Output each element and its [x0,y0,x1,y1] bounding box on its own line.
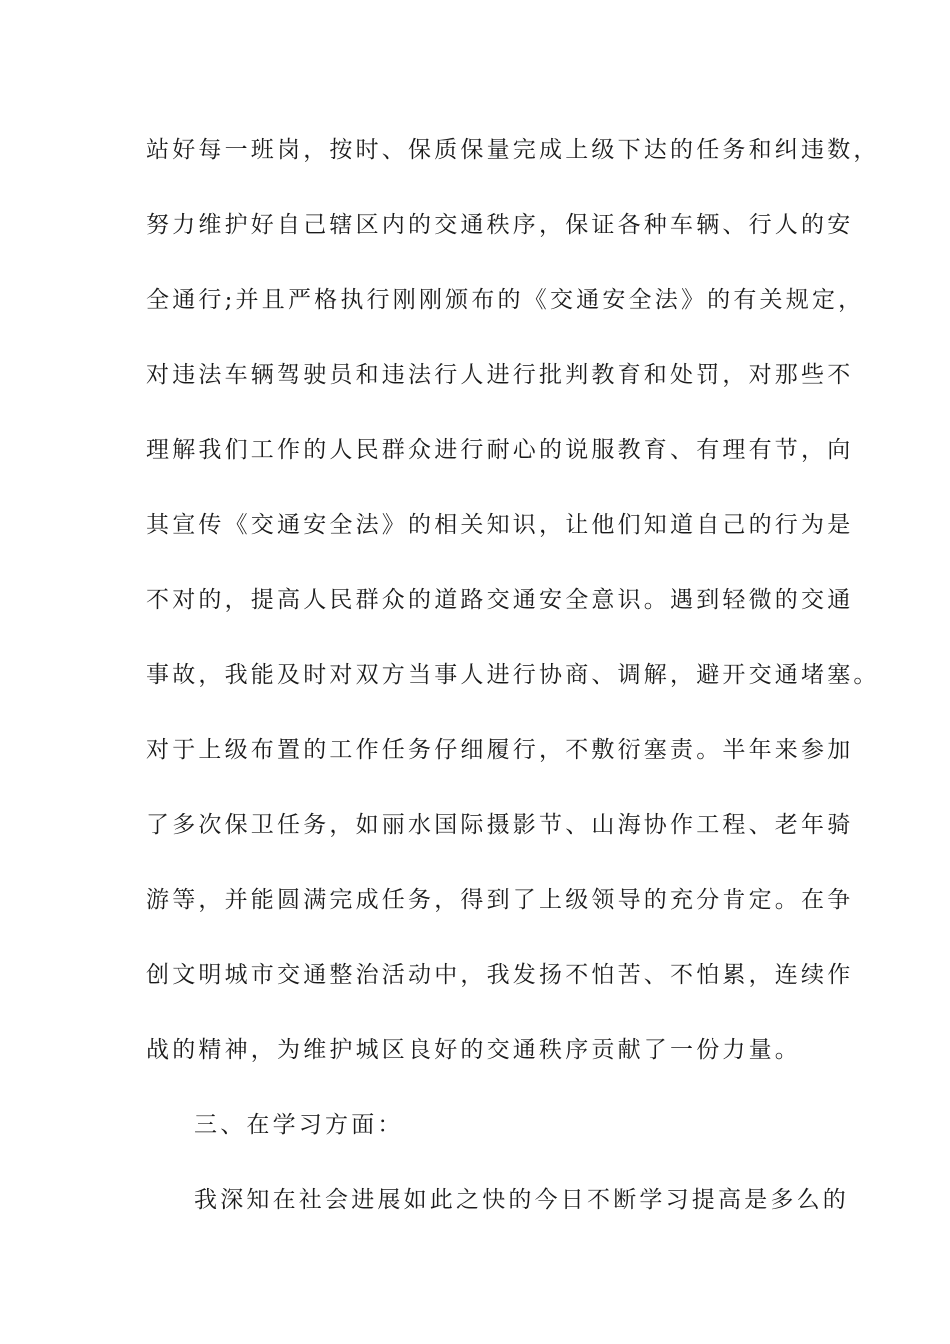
body-line-10: 了多次保卫任务，如丽水国际摄影节、山海协作工程、老年骑 [146,812,854,838]
body-line-8: 事故，我能及时对双方当事人进行协商、调解，避开交通堵塞。 [146,662,880,688]
body-line-3: 全通行;并且严格执行刚刚颁布的《交通安全法》的有关规定， [146,287,865,313]
paragraph-first-line: 我深知在社会进展如此之快的今日不断学习提高是多么的 [194,1187,849,1213]
body-line-13: 战的精神，为维护城区良好的交通秩序贡献了一份力量。 [146,1037,801,1063]
body-line-1: 站好每一班岗，按时、保质保量完成上级下达的任务和纠违数， [146,137,880,163]
body-line-9: 对于上级布置的工作任务仔细履行，不敷衍塞责。半年来参加 [146,737,854,763]
body-line-7: 不对的，提高人民群众的道路交通安全意识。遇到轻微的交通 [146,587,854,613]
body-line-12: 创文明城市交通整治活动中，我发扬不怕苦、不怕累，连续作 [146,962,854,988]
body-line-2: 努力维护好自己辖区内的交通秩序，保证各种车辆、行人的安 [146,212,854,238]
body-line-4: 对违法车辆驾驶员和违法行人进行批判教育和处罚，对那些不 [146,362,854,388]
section-heading: 三、在学习方面： [194,1112,404,1138]
body-line-5: 理解我们工作的人民群众进行耐心的说服教育、有理有节，向 [146,437,854,463]
body-line-6: 其宣传《交通安全法》的相关知识，让他们知道自己的行为是 [146,512,854,538]
body-line-11: 游等，并能圆满完成任务，得到了上级领导的充分肯定。在争 [146,887,854,913]
